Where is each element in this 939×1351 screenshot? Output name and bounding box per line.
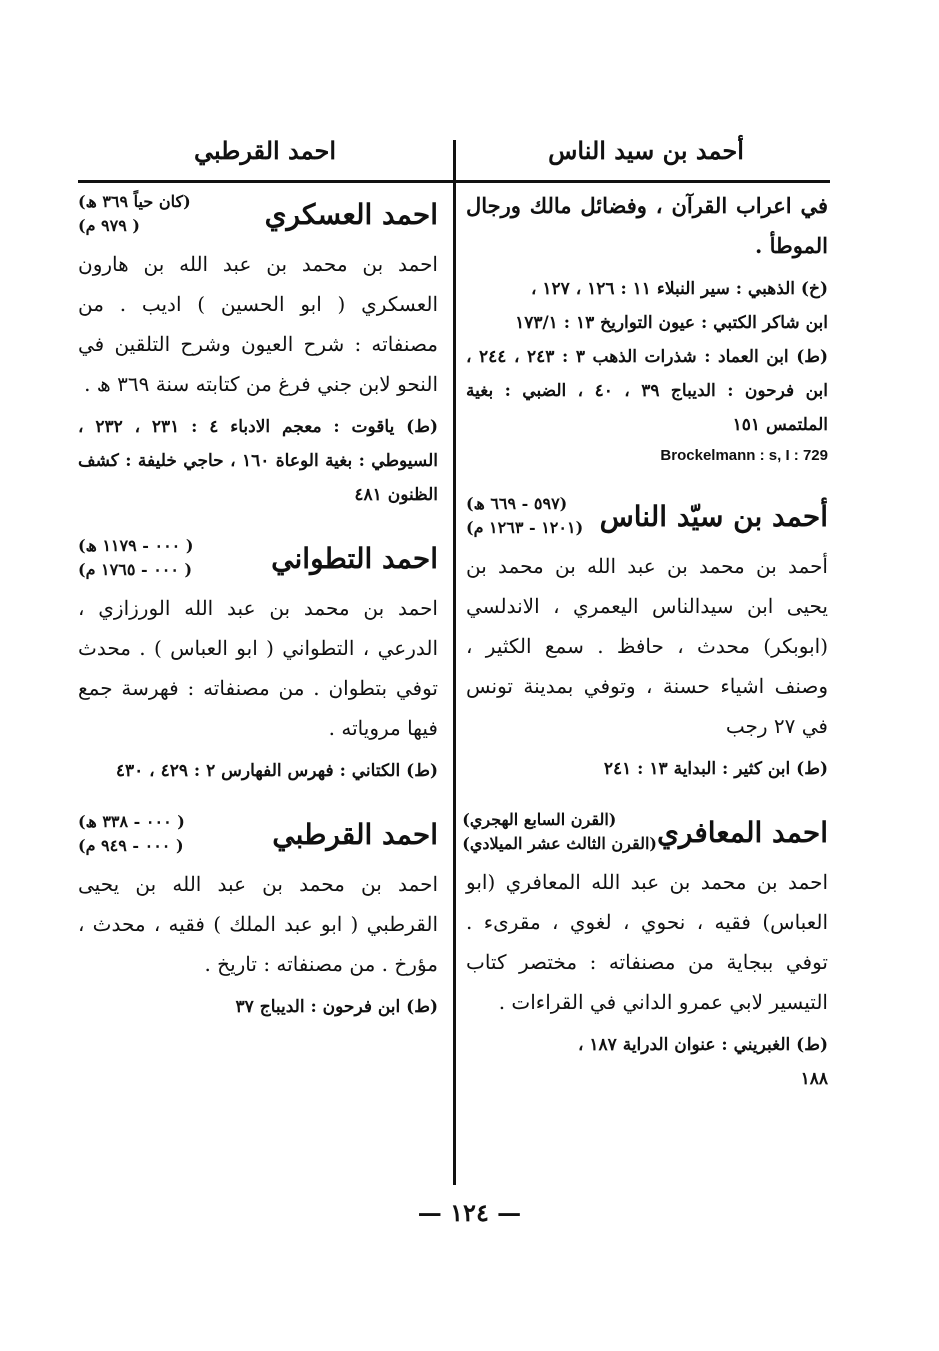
entry-ref: (ط) ياقوت : معجم الادباء ٤ : ٢٣١ ، ٢٣٢ ، السيوطي : بغية الوعاة ١٦٠ ، حاجي خليفة : كشف الظنون ٤٨١ bbox=[78, 417, 438, 505]
entry-dates bbox=[78, 810, 185, 858]
entry-heading bbox=[78, 534, 438, 582]
continuation-ref: (خ) الذهبي : سير النبلاء ١١ : ١٢٦ ، ١٢٧ ، bbox=[530, 279, 828, 299]
entry-dates-gregorian: (١٢٠١ - ١٢٦٣ م) bbox=[466, 518, 584, 537]
entry-name: أحمد بن سيّد الناس bbox=[599, 499, 828, 533]
entry-ref: ١٨٨ bbox=[800, 1069, 828, 1089]
page-number: — ١٢٤ — bbox=[417, 1198, 522, 1227]
entry-dates-hijri: (٥٩٧ - ٦٦٩ ھ) bbox=[466, 494, 568, 513]
entry-body: أحمد بن محمد بن عبد الله بن محمد بن يحيى ابن سيدالناس اليعمري ، الاندلسي (ابوبكر) محدث ، حافظ . سمع الكثير ، وصنف اشياء حسنة ، وتوفي بمدينة تونس في ٢٧ رجب bbox=[466, 554, 828, 738]
entry-dates-gregorian: ( ٠٠٠ - ١٧٦٥ م) bbox=[78, 560, 193, 579]
entry-dates-hijri: ( ٠٠٠ - ١١٧٩ ھ) bbox=[78, 536, 194, 555]
entry-heading bbox=[466, 492, 828, 540]
entry-ref: (ط) الكتاني : فهرس الفهارس ٢ : ٤٢٩ ، ٤٣٠ bbox=[115, 761, 438, 781]
right-column bbox=[462, 186, 829, 1096]
entry-name: احمد العسكري bbox=[264, 197, 438, 231]
column-divider bbox=[453, 140, 456, 1185]
entry-dates-gregorian: ( ٩٧٩ م) bbox=[78, 216, 140, 235]
entry-dates-hijri: ( ٠٠٠ - ٣٣٨ ھ) bbox=[78, 812, 185, 831]
entry-name: احمد القرطبي bbox=[272, 817, 438, 851]
entry-ref: (ط) ابن فرحون : الديباج ٣٧ bbox=[235, 997, 438, 1017]
entry-body: احمد بن محمد بن عبد الله الورزازي ، الدرعي ، التطواني ( ابو العباس ) . محدث توفي بتطوان . من مصنفاته : فهرسة جمع فيها مروياته . bbox=[78, 596, 438, 740]
continuation-latin-ref: Brockelmann : s, I : 729 bbox=[660, 447, 828, 464]
entry-dates bbox=[78, 190, 191, 238]
left-column bbox=[78, 186, 438, 1024]
continuation-ref: (ط) ابن العماد : شذرات الذهب ٣ : ٢٤٣ ، ٢٤٤ ، ابن فرحون : الديباج ٣٩ ، ٤٠ ، الضبي : بغية الملتمس ١٥١ bbox=[466, 347, 829, 435]
entry-dates-hijri: (القرن السابع الهجري) bbox=[462, 810, 617, 829]
continuation-ref: ابن شاكر الكتبي : عيون التواريخ ١٣ : ١٧٣/١ bbox=[515, 313, 828, 333]
entry-dates-gregorian: ( ٠٠٠ - ٩٤٩ م) bbox=[78, 836, 184, 855]
entry-body: احمد بن محمد بن عبد الله بن هارون العسكري ( ابو الحسين ) اديب . من مصنفاته : شرح العيون وشرح التلقين في النحو لابن جني فرغ من كتابته سنة ٣٦٩ ھ . bbox=[78, 252, 438, 396]
entry-dates bbox=[462, 808, 657, 856]
entry-body: احمد بن محمد بن عبد الله بن يحيى القرطبي ( ابو عبد الملك ) فقيه ، محدث ، مؤرخ . من مصنفاته : تاريخ . bbox=[78, 872, 438, 976]
entry-name: احمد المعافري bbox=[656, 815, 828, 849]
header-left: احمد القرطبي bbox=[193, 136, 337, 165]
entry-body: احمد بن محمد بن عبد الله المعافري (ابو العباس) فقيه ، نحوي ، لغوي ، مقرىء . توفي ببجاية من مصنفاته : مختصر كتاب التيسير لابي عمرو الداني في القراءات . bbox=[466, 870, 828, 1014]
continuation-text: في اعراب القرآن ، وفضائل مالك ورجال الموطأ . bbox=[466, 193, 828, 258]
entry-dates bbox=[78, 534, 193, 582]
header-right: أحمد بن سيد الناس bbox=[548, 136, 744, 165]
entry-dates bbox=[466, 492, 583, 540]
entry-heading bbox=[78, 810, 438, 858]
entry-heading bbox=[462, 808, 828, 856]
entry-name: احمد التطواني bbox=[271, 541, 438, 575]
entry-ref: (ط) الغبريني : عنوان الدراية ١٨٧ ، bbox=[577, 1035, 828, 1055]
entry-dates-hijri: (كان حياً ٣٦٩ ھ) bbox=[78, 192, 191, 211]
entry-dates-gregorian: (القرن الثالث عشر الميلادي) bbox=[462, 834, 657, 853]
entry-ref: (ط) ابن كثير : البداية ١٣ : ٢٤١ bbox=[603, 759, 828, 779]
entry-heading bbox=[78, 190, 438, 238]
